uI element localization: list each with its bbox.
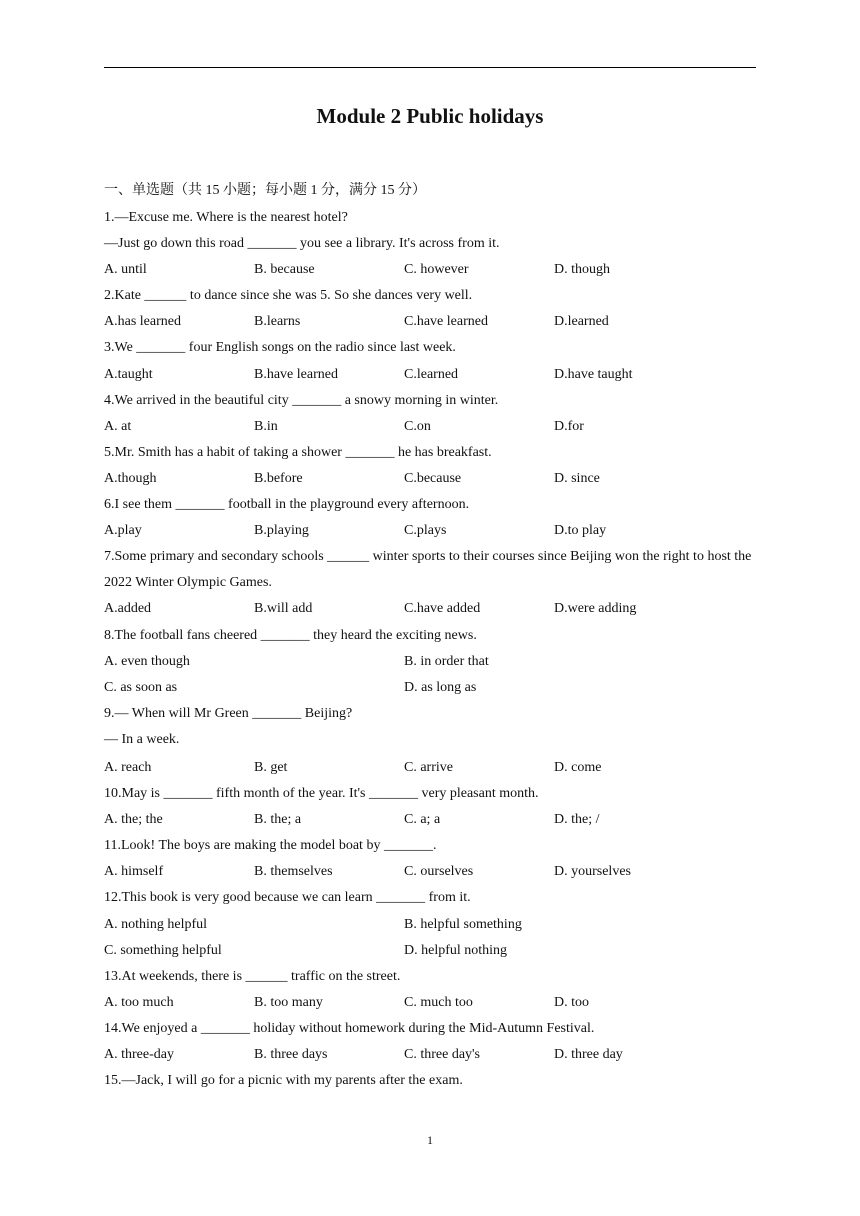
option-b: B. helpful something [404,916,522,932]
question-6-options [104,518,760,544]
question-12-stem: 12.This book is very good because we can learn _______ from it. [104,890,471,906]
option-a: A. the; the [104,812,163,828]
question-8-options-row-1 [104,649,760,675]
option-b: B.will add [254,601,313,617]
option-a: A. reach [104,759,152,775]
option-b: B.in [254,418,278,434]
option-a: A.taught [104,366,153,382]
section-header: 一、单选题（共 15 小题；每小题 1 分，满分 15 分） [104,183,426,198]
option-b: B.playing [254,523,309,539]
option-d: D.have taught [554,366,633,382]
option-b: B. because [254,262,315,278]
option-b: B. three days [254,1047,328,1062]
option-d: D. though [554,262,610,278]
option-d: D. as long as [404,679,477,695]
question-1-options [104,257,760,283]
question-6-stem: 6.I see them _______ football in the playground every afternoon. [104,497,470,513]
option-c: C.on [404,418,431,434]
option-c: C.because [404,470,462,486]
option-a: A.has learned [104,314,181,330]
question-12-options-row-2 [104,938,760,964]
option-d: D.were adding [554,601,637,617]
header-rule [104,67,756,68]
question-11-stem: 11.Look! The boys are making the model boat by _______. [104,838,437,854]
option-b: B.have learned [254,366,338,382]
question-14-options [104,1042,760,1068]
question-13-options [104,990,760,1016]
question-9-options [104,755,760,781]
option-a: A.play [104,523,142,539]
option-c: C.have added [404,601,481,617]
question-10-options [104,807,760,833]
option-d: D. since [554,470,600,486]
question-8-stem: 8.The football fans cheered _______ they heard the exciting news. [104,627,477,643]
option-b: B.before [254,470,303,486]
option-b: B. the; a [254,812,302,828]
question-5-stem: 5.Mr. Smith has a habit of taking a shower _______ he has breakfast. [104,444,492,460]
page-number: 1 [427,1133,433,1147]
question-10-stem: 10.May is _______ fifth month of the year. It's _______ very pleasant month. [104,786,539,802]
question-4-options [104,414,760,440]
question-14-stem: 14.We enjoyed a _______ holiday without homework during the Mid-Autumn Festival. [104,1020,595,1036]
option-d: D.for [554,418,584,434]
question-2-options [104,309,760,335]
question-list [104,178,760,1094]
option-a: A. at [104,418,132,434]
option-c: C.plays [404,523,447,539]
question-9-stem-reply: — In a week. [104,731,180,747]
option-d: D.learned [554,314,609,330]
option-d: D. three day [554,1047,623,1062]
question-5-options [104,466,760,492]
option-a: A. nothing helpful [104,916,208,932]
question-7-stem: 7.Some primary and secondary schools ______ winter sports to their courses since Beijing won the right to host the 2022 Winter Olympic Games. [104,549,752,591]
question-3-stem: 3.We _______ four English songs on the radio since last week. [104,340,456,356]
option-c: C. arrive [404,759,453,775]
option-c: C. a; a [404,812,441,828]
option-c: C.learned [404,366,459,382]
option-d: D. too [554,994,589,1010]
option-b: B.learns [254,314,301,330]
option-b: B. get [254,759,288,775]
option-d: D. come [554,759,602,775]
option-a: A.though [104,470,157,486]
option-a: A.added [104,601,152,617]
question-2-stem: 2.Kate ______ to dance since she was 5. So she dances very well. [104,288,473,304]
option-b: B. in order that [404,653,489,669]
option-d: D.to play [554,523,607,539]
option-c: C. three day's [404,1047,481,1062]
question-12-options-row-1 [104,912,760,938]
option-a: A. himself [104,864,164,880]
option-b: B. themselves [254,864,333,880]
page-title: Module 2 Public holidays [316,104,544,128]
question-7-options [104,596,760,622]
question-11-options [104,859,760,885]
question-13-stem: 13.At weekends, there is ______ traffic on the street. [104,968,401,984]
option-d: D. helpful nothing [404,942,508,958]
option-a: A. until [104,262,147,278]
question-1-stem: 1.—Excuse me. Where is the nearest hotel? [104,210,348,225]
question-1-stem-reply: —Just go down this road _______ you see a library. It's across from it. [104,236,500,252]
option-c: C. something helpful [104,942,222,958]
option-c: C.have learned [404,314,488,330]
option-c: C. however [404,262,469,278]
question-9-stem: 9.— When will Mr Green _______ Beijing? [104,705,353,721]
option-c: C. as soon as [104,679,178,695]
option-a: A. three-day [104,1047,174,1062]
question-3-options [104,362,760,388]
question-8-options-row-2 [104,675,760,701]
option-c: C. much too [404,994,473,1010]
question-15-stem: 15.—Jack, I will go for a picnic with my parents after the exam. [104,1073,463,1089]
option-a: A. even though [104,653,190,669]
option-d: D. the; / [554,812,600,828]
option-a: A. too much [104,994,174,1010]
option-d: D. yourselves [554,864,631,880]
option-b: B. too many [254,994,323,1010]
question-4-stem: 4.We arrived in the beautiful city _______ a snowy morning in winter. [104,392,499,408]
option-c: C. ourselves [404,864,474,880]
